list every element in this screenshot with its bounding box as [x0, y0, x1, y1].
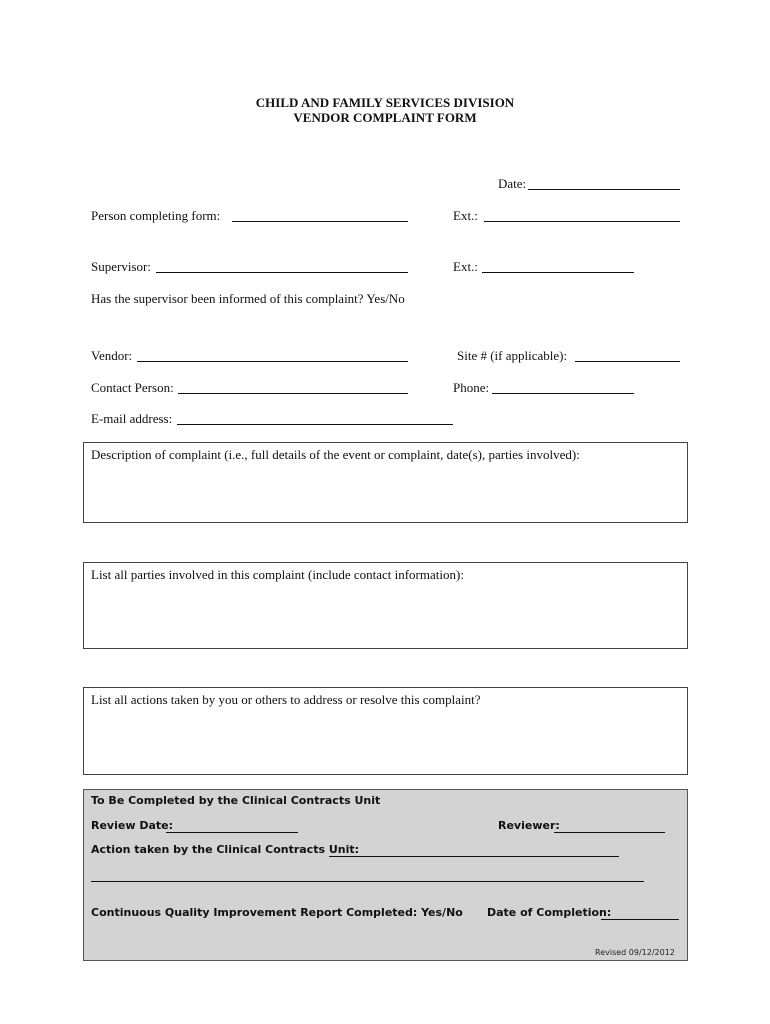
ext-label-2: Ext.: [453, 259, 478, 274]
actions-box[interactable] [83, 687, 688, 775]
form-title-line2: VENDOR COMPLAINT FORM [293, 110, 477, 125]
completion-date-label: Date of Completion: [487, 906, 612, 919]
description-prompt: Description of complaint (i.e., full details of the event or complaint, date(s), parties involved): [91, 447, 580, 462]
description-box[interactable] [83, 442, 688, 523]
ext-label-1: Ext.: [453, 208, 478, 223]
revised-date: Revised 09/12/2012 [595, 948, 675, 957]
vendor-field[interactable] [137, 361, 408, 362]
supervisor-informed-question: Has the supervisor been informed of this complaint? Yes/No [91, 291, 405, 306]
reviewer-label: Reviewer: [498, 819, 560, 832]
actions-prompt: List all actions taken by you or others to address or resolve this complaint? [91, 692, 481, 707]
contact-person-field[interactable] [178, 393, 408, 394]
supervisor-label: Supervisor: [91, 259, 151, 274]
site-field[interactable] [575, 361, 680, 362]
office-use-section [83, 789, 688, 961]
email-label: E-mail address: [91, 411, 173, 426]
action-taken-field-continued[interactable] [91, 881, 644, 882]
parties-box[interactable] [83, 562, 688, 649]
date-label: Date: [498, 176, 527, 191]
parties-prompt: List all parties involved in this complaint (include contact information): [91, 567, 464, 582]
person-completing-field[interactable] [232, 221, 408, 222]
form-title-line1: CHILD AND FAMILY SERVICES DIVISION [255, 95, 515, 110]
review-date-label: Review Date: [91, 819, 173, 832]
action-taken-label: Action taken by the Clinical Contracts Unit: [91, 843, 360, 856]
contact-person-label: Contact Person: [91, 380, 174, 395]
person-completing-label: Person completing form: [91, 208, 221, 223]
date-field[interactable] [528, 189, 680, 190]
completion-date-field[interactable] [601, 919, 679, 920]
review-date-field[interactable] [166, 832, 298, 833]
supervisor-field[interactable] [156, 272, 408, 273]
phone-label: Phone: [453, 380, 490, 395]
cqi-report-label: Continuous Quality Improvement Report Completed: Yes/No [91, 906, 463, 919]
ext-field-1[interactable] [484, 221, 680, 222]
site-label: Site # (if applicable): [457, 348, 568, 363]
vendor-label: Vendor: [91, 348, 133, 363]
email-field[interactable] [177, 424, 453, 425]
ext-field-2[interactable] [482, 272, 634, 273]
action-taken-field[interactable] [329, 856, 619, 857]
reviewer-field[interactable] [554, 832, 665, 833]
phone-field[interactable] [492, 393, 634, 394]
office-use-heading: To Be Completed by the Clinical Contracts Unit [91, 794, 381, 807]
